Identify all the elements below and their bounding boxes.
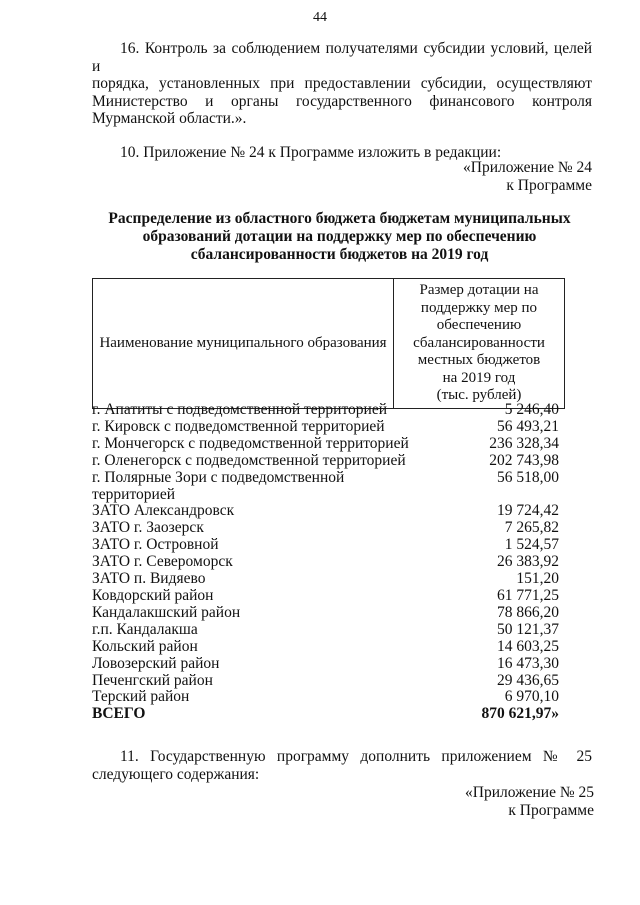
row-value: 202 743,98 xyxy=(489,451,559,469)
paragraph-16 xyxy=(92,40,592,128)
total-label: ВСЕГО xyxy=(92,705,146,723)
row-value: 29 436,65 xyxy=(497,671,559,689)
header-name: Наименование муниципального образования xyxy=(93,279,394,409)
row-value: 78 866,20 xyxy=(497,603,559,621)
row-value: 19 724,42 xyxy=(497,502,559,520)
page-number: 44 xyxy=(313,10,327,25)
row-name: г. Кировск с подведомственной территорией xyxy=(92,417,385,435)
table-row xyxy=(92,402,559,419)
row-value: 14 603,25 xyxy=(497,637,559,655)
title-line-3: сбалансированности бюджетов на 2019 год xyxy=(190,246,489,263)
total-value: 870 621,97» xyxy=(481,705,559,723)
title-line-1: Распределение из областного бюджета бюджетам муниципальных xyxy=(108,210,571,227)
row-name: г. Апатиты с подведомственной территорией xyxy=(92,401,388,418)
row-name: Ловозерский район xyxy=(92,654,220,672)
item-11-line-1: 11. Государственную программу дополнить приложением № 25 xyxy=(120,748,592,765)
row-value: 5 246,40 xyxy=(504,401,559,418)
paragraph-16-line-2: порядка, установленных при предоставлении субсидии, осуществляют xyxy=(92,75,592,92)
total-row xyxy=(92,706,559,723)
appendix-25-line-2: к Программе xyxy=(508,802,594,819)
row-name-continuation: территорией xyxy=(92,485,175,503)
table-header xyxy=(92,278,565,409)
header-value-line-7: (тыс. рублей) xyxy=(436,387,522,403)
row-value: 50 121,37 xyxy=(497,620,559,638)
appendix-25-note xyxy=(465,784,594,820)
row-value: 7 265,82 xyxy=(504,519,559,537)
table-row xyxy=(92,436,559,453)
table-title xyxy=(92,210,587,264)
paragraph-16-line-1: 16. Контроль за соблюдением получателями субсидии условий, целей и xyxy=(92,40,592,75)
table-row xyxy=(92,537,559,554)
row-name: ЗАТО г. Североморск xyxy=(92,553,233,571)
table-row xyxy=(92,503,559,520)
table-row xyxy=(92,639,559,656)
table-row xyxy=(92,470,559,487)
header-value-line-1: Размер дотации на xyxy=(419,282,539,298)
table-row xyxy=(92,554,559,571)
title-line-2: образований дотации на поддержку мер по обеспечению xyxy=(142,228,537,245)
table-row xyxy=(92,520,559,537)
header-value-line-2: поддержку мер по xyxy=(420,299,538,316)
table-row xyxy=(92,622,559,639)
row-value: 56 493,21 xyxy=(497,417,559,435)
row-value: 151,20 xyxy=(516,570,559,588)
row-name: ЗАТО п. Видяево xyxy=(92,570,206,588)
header-value xyxy=(394,279,565,409)
table-row xyxy=(92,689,559,706)
row-name: Ковдорский район xyxy=(92,586,214,604)
row-name: г. Мончегорск с подведомственной территорией xyxy=(92,434,409,452)
row-name: г.п. Кандалакша xyxy=(92,620,198,638)
item-11 xyxy=(92,748,592,783)
table-row xyxy=(92,453,559,470)
row-name: ЗАТО Александровск xyxy=(92,502,235,520)
row-name: г. Оленегорск с подведомственной территорией xyxy=(92,451,406,469)
paragraph-16-line-4: Мурманской области.». xyxy=(92,110,247,127)
table-row xyxy=(92,419,559,436)
table-row-continuation xyxy=(92,487,559,504)
header-value-line-3: обеспечению xyxy=(436,317,522,333)
row-name: Терский район xyxy=(92,688,190,706)
row-value: 56 518,00 xyxy=(497,468,559,486)
table-row xyxy=(92,673,559,690)
row-name: Кандалакшский район xyxy=(92,603,241,621)
row-value: 236 328,34 xyxy=(489,434,559,452)
row-value: 1 524,57 xyxy=(504,536,559,554)
row-value: 16 473,30 xyxy=(497,654,559,672)
row-value: 61 771,25 xyxy=(497,586,559,604)
row-name: ЗАТО г. Островной xyxy=(92,536,219,554)
appendix-24-line-1: «Приложение № 24 xyxy=(463,159,592,176)
row-value: 26 383,92 xyxy=(497,553,559,571)
row-name: г. Полярные Зори с подведомственной xyxy=(92,468,345,486)
table-row xyxy=(92,656,559,673)
paragraph-16-line-3: Министерство и органы государственного финансового контроля xyxy=(92,92,592,110)
row-value: 6 970,10 xyxy=(504,688,559,706)
header-value-line-6: на 2019 год xyxy=(442,369,516,386)
row-name: Печенгский район xyxy=(92,671,213,689)
table-row xyxy=(92,588,559,605)
table-body xyxy=(92,402,559,723)
item-10-text: 10. Приложение № 24 к Программе изложить в редакции: xyxy=(120,144,502,161)
table-row xyxy=(92,571,559,588)
header-value-line-5: местных бюджетов xyxy=(417,352,541,368)
appendix-24-line-2: к Программе xyxy=(506,177,592,194)
row-name: Кольский район xyxy=(92,637,198,655)
appendix-24-note xyxy=(463,159,592,195)
appendix-25-line-1: «Приложение № 25 xyxy=(465,784,594,801)
row-name: ЗАТО г. Заозерск xyxy=(92,519,204,537)
item-11-line-2: следующего содержания: xyxy=(92,765,260,783)
table-row xyxy=(92,605,559,622)
header-value-line-4: сбалансированности xyxy=(413,334,545,351)
